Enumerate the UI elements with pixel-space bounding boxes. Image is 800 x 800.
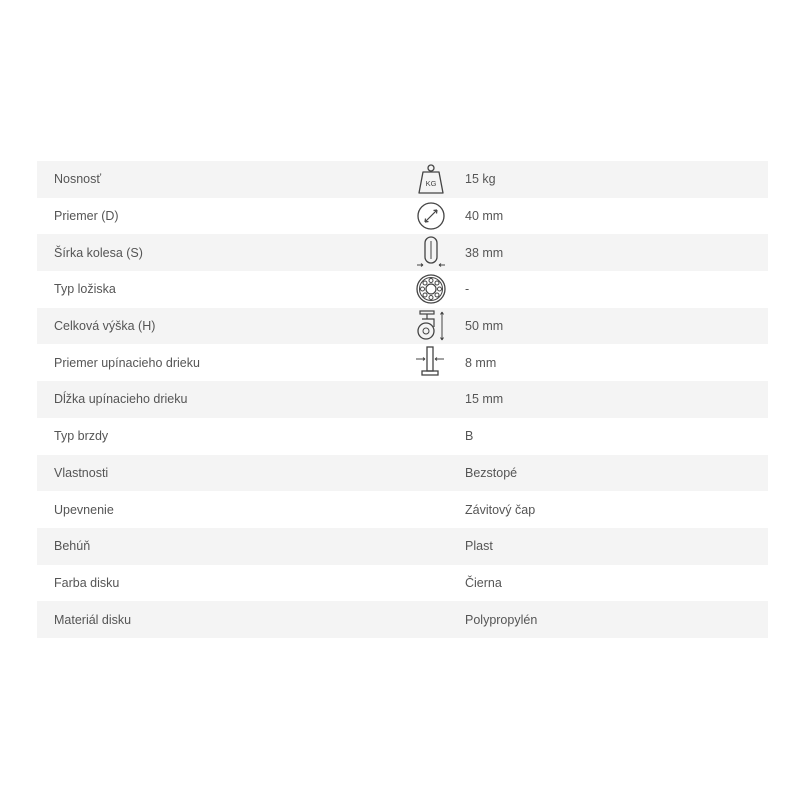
weight-kg-icon bbox=[413, 161, 449, 197]
spec-label: Typ ložiska bbox=[54, 282, 116, 297]
bearing-icon bbox=[413, 271, 449, 307]
diameter-icon bbox=[413, 198, 449, 234]
total-height-icon bbox=[413, 308, 449, 344]
spec-row-sirka-kolesa bbox=[37, 234, 768, 271]
spec-table bbox=[37, 161, 768, 638]
spec-value: Bezstopé bbox=[465, 465, 518, 480]
spec-label: Upevnenie bbox=[54, 502, 114, 517]
spec-label: Materiál disku bbox=[54, 612, 132, 627]
spec-row-material-disku bbox=[37, 601, 768, 638]
spec-value: 15 mm bbox=[465, 392, 504, 407]
spec-label: Dĺžka upínacieho drieku bbox=[54, 392, 188, 407]
wheel-width-icon bbox=[413, 234, 449, 270]
spec-row-farba-disku bbox=[37, 565, 768, 602]
spec-value: Polypropylén bbox=[465, 612, 538, 627]
spec-value: Závitový čap bbox=[465, 502, 536, 517]
spec-label: Farba disku bbox=[54, 575, 120, 590]
spec-value: B bbox=[465, 429, 474, 444]
spec-value: Plast bbox=[465, 539, 493, 554]
spec-row-celkova-vyska bbox=[37, 308, 768, 345]
spec-row-behun bbox=[37, 528, 768, 565]
spec-value: - bbox=[465, 282, 470, 297]
spec-row-priemer bbox=[37, 198, 768, 235]
spec-value: Čierna bbox=[465, 575, 502, 590]
spec-row-priemer-driek bbox=[37, 344, 768, 381]
spec-row-dlzka-driek bbox=[37, 381, 768, 418]
spec-row-typ-brzdy bbox=[37, 418, 768, 455]
spec-value: 40 mm bbox=[465, 209, 504, 224]
spec-value: 38 mm bbox=[465, 245, 504, 260]
spec-row-vlastnosti bbox=[37, 455, 768, 492]
spec-row-typ-loziska bbox=[37, 271, 768, 308]
spec-value: 8 mm bbox=[465, 355, 497, 370]
spec-value: 50 mm bbox=[465, 319, 504, 334]
spec-label: Typ brzdy bbox=[54, 429, 109, 444]
spec-label: Behúň bbox=[54, 539, 91, 554]
spec-row-nosnost bbox=[37, 161, 768, 198]
spec-label: Priemer upínacieho drieku bbox=[54, 355, 200, 370]
spec-label: Šírka kolesa (S) bbox=[54, 245, 143, 260]
spec-label: Priemer (D) bbox=[54, 209, 119, 224]
spec-label: Nosnosť bbox=[54, 172, 102, 187]
svg-text:KG: KG bbox=[425, 179, 437, 188]
spec-row-upevnenie bbox=[37, 491, 768, 528]
stem-diameter-icon bbox=[413, 344, 449, 380]
spec-label: Vlastnosti bbox=[54, 465, 109, 480]
spec-value: 15 kg bbox=[465, 172, 496, 187]
spec-label: Celková výška (H) bbox=[54, 319, 156, 334]
